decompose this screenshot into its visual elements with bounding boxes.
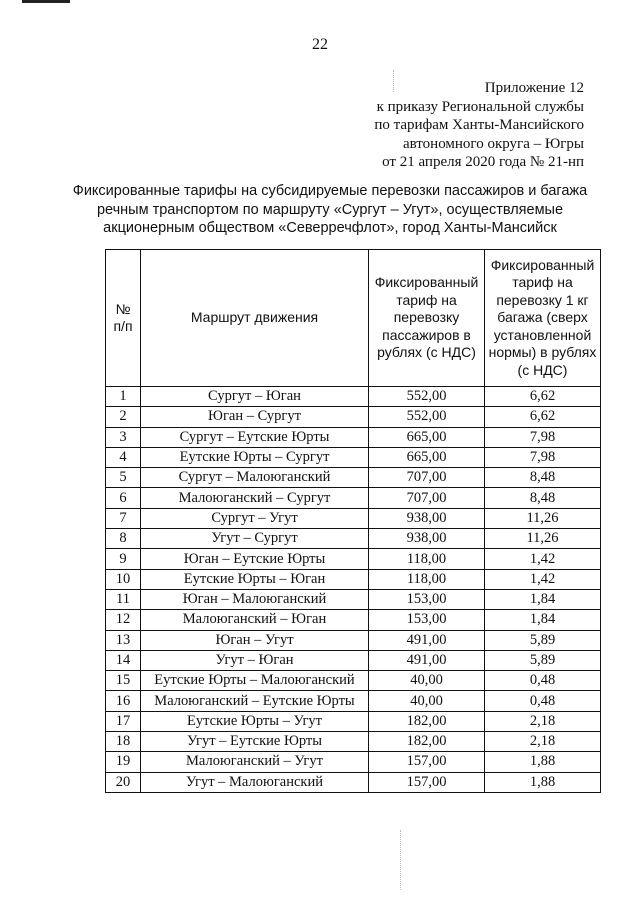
- table-row: [106, 468, 601, 488]
- cell-route: Малоюганский – Угут: [141, 752, 369, 772]
- cell-num: 19: [106, 752, 141, 772]
- cell-baggage-tariff: 1,84: [485, 589, 601, 609]
- cell-route: Сургут – Еутские Юрты: [141, 427, 369, 447]
- cell-baggage-tariff: 7,98: [485, 427, 601, 447]
- cell-passenger-tariff: 552,00: [369, 387, 485, 407]
- cell-num: 2: [106, 407, 141, 427]
- cell-num: 11: [106, 589, 141, 609]
- cell-route: Юган – Еутские Юрты: [141, 549, 369, 569]
- table-row: [106, 630, 601, 650]
- cell-route: Угут – Еутские Юрты: [141, 732, 369, 752]
- cell-baggage-tariff: 6,62: [485, 407, 601, 427]
- cell-num: 12: [106, 610, 141, 630]
- cell-passenger-tariff: 938,00: [369, 529, 485, 549]
- cell-num: 3: [106, 427, 141, 447]
- table-row: [106, 691, 601, 711]
- appendix-line: по тарифам Ханты-Мансийского: [374, 117, 584, 133]
- cell-route: Сургут – Угут: [141, 508, 369, 528]
- cell-route: Угут – Малоюганский: [141, 772, 369, 792]
- cell-baggage-tariff: 6,62: [485, 387, 601, 407]
- cell-passenger-tariff: 153,00: [369, 610, 485, 630]
- cell-passenger-tariff: 118,00: [369, 569, 485, 589]
- page-number: 22: [312, 36, 328, 53]
- table-row: [106, 529, 601, 549]
- title-line: речным транспортом по маршруту «Сургут – Угут», осуществляемые: [96, 201, 564, 218]
- cell-baggage-tariff: 1,84: [485, 610, 601, 630]
- cell-passenger-tariff: 707,00: [369, 468, 485, 488]
- table-row: [106, 569, 601, 589]
- cell-route: Угут – Юган: [141, 650, 369, 670]
- table-row: [106, 427, 601, 447]
- appendix-block: [374, 79, 584, 172]
- cell-route: Малоюганский – Еутские Юрты: [141, 691, 369, 711]
- appendix-line: от 21 апреля 2020 года № 21-нп: [382, 154, 584, 170]
- cell-passenger-tariff: 491,00: [369, 650, 485, 670]
- cell-passenger-tariff: 707,00: [369, 488, 485, 508]
- cell-baggage-tariff: 0,48: [485, 691, 601, 711]
- cell-passenger-tariff: 40,00: [369, 691, 485, 711]
- cell-passenger-tariff: 665,00: [369, 447, 485, 467]
- table-row: [106, 407, 601, 427]
- cell-passenger-tariff: 153,00: [369, 589, 485, 609]
- cell-baggage-tariff: 11,26: [485, 508, 601, 528]
- cell-baggage-tariff: 5,89: [485, 630, 601, 650]
- scan-edge-mark: [22, 0, 70, 3]
- table-row: [106, 671, 601, 691]
- cell-route: Малоюганский – Сургут: [141, 488, 369, 508]
- cell-num: 14: [106, 650, 141, 670]
- cell-num: 15: [106, 671, 141, 691]
- table-row: [106, 589, 601, 609]
- title-line: акционерным обществом «Северречфлот», город Ханты-Мансийск: [103, 220, 557, 236]
- table-row: [106, 772, 601, 792]
- cell-route: Юган – Малоюганский: [141, 589, 369, 609]
- tariff-table: [105, 249, 601, 793]
- table-header-row: [106, 250, 601, 387]
- table-row: [106, 488, 601, 508]
- table-row: [106, 732, 601, 752]
- cell-baggage-tariff: 2,18: [485, 711, 601, 731]
- appendix-line: Приложение 12: [484, 80, 584, 96]
- cell-passenger-tariff: 157,00: [369, 772, 485, 792]
- cell-num: 4: [106, 447, 141, 467]
- table-row: [106, 387, 601, 407]
- cell-baggage-tariff: 1,88: [485, 752, 601, 772]
- cell-num: 5: [106, 468, 141, 488]
- cell-route: Еутские Юрты – Юган: [141, 569, 369, 589]
- cell-passenger-tariff: 157,00: [369, 752, 485, 772]
- scan-artifact: [400, 830, 402, 890]
- cell-num: 18: [106, 732, 141, 752]
- cell-passenger-tariff: 665,00: [369, 427, 485, 447]
- cell-passenger-tariff: 182,00: [369, 732, 485, 752]
- table-body: [106, 387, 601, 793]
- cell-num: 9: [106, 549, 141, 569]
- cell-num: 10: [106, 569, 141, 589]
- cell-num: 6: [106, 488, 141, 508]
- cell-baggage-tariff: 0,48: [485, 671, 601, 691]
- cell-baggage-tariff: 2,18: [485, 732, 601, 752]
- cell-passenger-tariff: 938,00: [369, 508, 485, 528]
- table-row: [106, 508, 601, 528]
- cell-passenger-tariff: 118,00: [369, 549, 485, 569]
- header-baggage-tariff: Фиксированный тариф на перевозку 1 кг багажа (сверх установленной нормы) в рублях (с НДС): [485, 250, 601, 387]
- table-row: [106, 650, 601, 670]
- cell-baggage-tariff: 7,98: [485, 447, 601, 467]
- cell-route: Еутские Юрты – Угут: [141, 711, 369, 731]
- document-title: [60, 182, 600, 238]
- cell-baggage-tariff: 5,89: [485, 650, 601, 670]
- cell-route: Малоюганский – Юган: [141, 610, 369, 630]
- cell-route: Сургут – Юган: [141, 387, 369, 407]
- header-route: Маршрут движения: [141, 250, 369, 387]
- cell-baggage-tariff: 1,42: [485, 569, 601, 589]
- cell-baggage-tariff: 11,26: [485, 529, 601, 549]
- cell-num: 16: [106, 691, 141, 711]
- cell-num: 1: [106, 387, 141, 407]
- cell-route: Юган – Угут: [141, 630, 369, 650]
- cell-num: 17: [106, 711, 141, 731]
- appendix-line: автономного округа – Югры: [402, 135, 584, 152]
- cell-baggage-tariff: 1,88: [485, 772, 601, 792]
- cell-baggage-tariff: 1,42: [485, 549, 601, 569]
- table-row: [106, 549, 601, 569]
- cell-passenger-tariff: 40,00: [369, 671, 485, 691]
- cell-route: Юган – Сургут: [141, 407, 369, 427]
- cell-num: 13: [106, 630, 141, 650]
- header-num: № п/п: [106, 250, 141, 387]
- cell-route: Сургут – Малоюганский: [141, 468, 369, 488]
- table-row: [106, 610, 601, 630]
- cell-passenger-tariff: 182,00: [369, 711, 485, 731]
- table-row: [106, 752, 601, 772]
- cell-num: 8: [106, 529, 141, 549]
- header-passenger-tariff: Фиксированный тариф на перевозку пассажиров в рублях (с НДС): [369, 250, 485, 387]
- title-line: Фиксированные тарифы на субсидируемые перевозки пассажиров и багажа: [72, 183, 588, 199]
- table-row: [106, 447, 601, 467]
- cell-baggage-tariff: 8,48: [485, 468, 601, 488]
- table-row: [106, 711, 601, 731]
- cell-num: 7: [106, 508, 141, 528]
- appendix-line: к приказу Региональной службы: [376, 98, 584, 115]
- cell-route: Еутские Юрты – Сургут: [141, 447, 369, 467]
- cell-passenger-tariff: 552,00: [369, 407, 485, 427]
- cell-passenger-tariff: 491,00: [369, 630, 485, 650]
- cell-baggage-tariff: 8,48: [485, 488, 601, 508]
- cell-route: Угут – Сургут: [141, 529, 369, 549]
- cell-route: Еутские Юрты – Малоюганский: [141, 671, 369, 691]
- cell-num: 20: [106, 772, 141, 792]
